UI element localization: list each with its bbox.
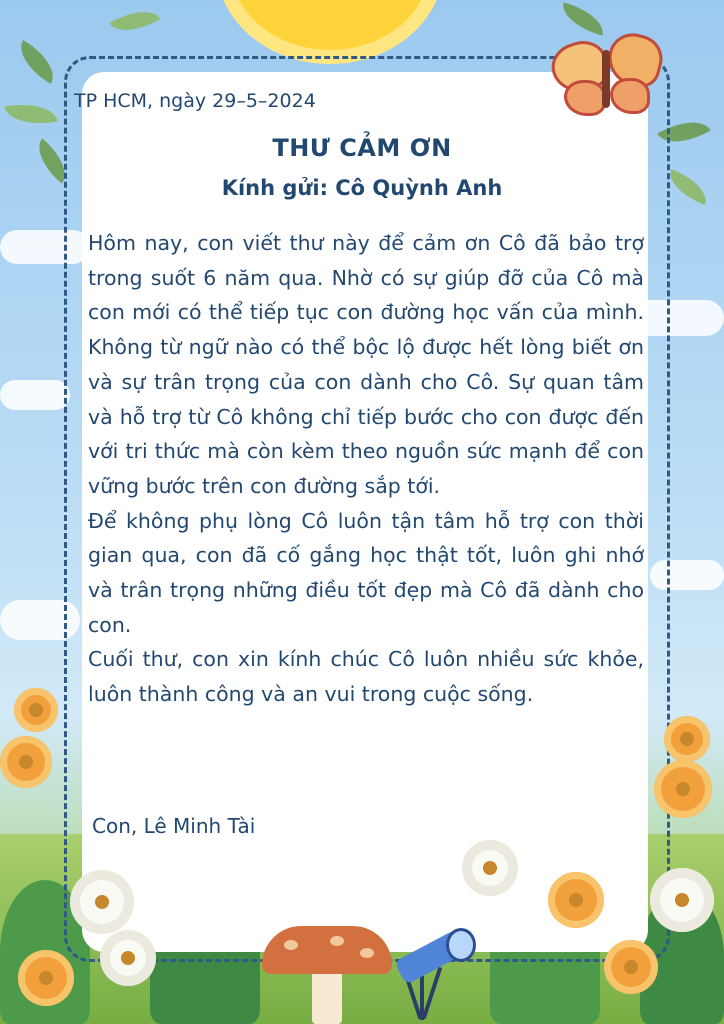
letter-body: [88, 226, 644, 712]
orange-flower: [604, 940, 658, 994]
butterfly-illustration: [552, 32, 662, 118]
telescope-lens: [446, 928, 476, 962]
mushroom-stem: [312, 966, 342, 1024]
body-paragraph: Hôm nay, con viết thư này để cảm ơn Cô đã bảo trợ trong suốt 6 năm qua. Nhờ có sự giúp đỡ của Cô mà con mới có thể tiếp tục con đường học vấn của mình. Không từ ngữ nào có thể bộc lộ được hết lòng biết ơn và sự trân trọng của con dành cho Cô. Sự quan tâm và hỗ trợ từ Cô không chỉ tiếp bước cho con được đến với tri thức mà còn kèm theo nguồn sức mạnh để con vững bước trên con đường sắp tới.: [88, 231, 644, 498]
orange-flower: [664, 716, 710, 762]
white-daisy: [100, 930, 156, 986]
mushroom-illustration: [262, 926, 392, 974]
white-daisy: [70, 870, 134, 934]
body-paragraph: Để không phụ lòng Cô luôn tận tâm hỗ trợ con thời gian qua, con đã cố gắng học thật tốt, luôn ghi nhớ và trân trọng những điều tốt đẹp mà Cô đã dành cho con.: [88, 508, 644, 637]
sun-illustration: [230, 0, 430, 50]
white-daisy: [462, 840, 518, 896]
body-paragraph: Cuối thư, con xin kính chúc Cô luôn nhiều sức khỏe, luôn thành công và an vui trong cuộc sống.: [88, 647, 644, 707]
leaf-illustration: [11, 40, 63, 84]
letter-date: TP HCM, ngày 29–5–2024: [74, 90, 316, 112]
orange-flower: [14, 688, 58, 732]
letter-title: THƯ CẢM ƠN: [272, 134, 452, 162]
leaf-illustration: [110, 0, 161, 42]
orange-flower: [18, 950, 74, 1006]
letter-recipient: Kính gửi: Cô Quỳnh Anh: [221, 176, 503, 200]
orange-flower: [654, 760, 712, 818]
leaf-illustration: [4, 98, 57, 130]
orange-flower: [548, 872, 604, 928]
cloud: [0, 380, 70, 410]
white-daisy: [650, 868, 714, 932]
leaf-illustration: [558, 2, 608, 35]
letter-signature: Con, Lê Minh Tài: [92, 814, 256, 838]
orange-flower: [0, 736, 52, 788]
